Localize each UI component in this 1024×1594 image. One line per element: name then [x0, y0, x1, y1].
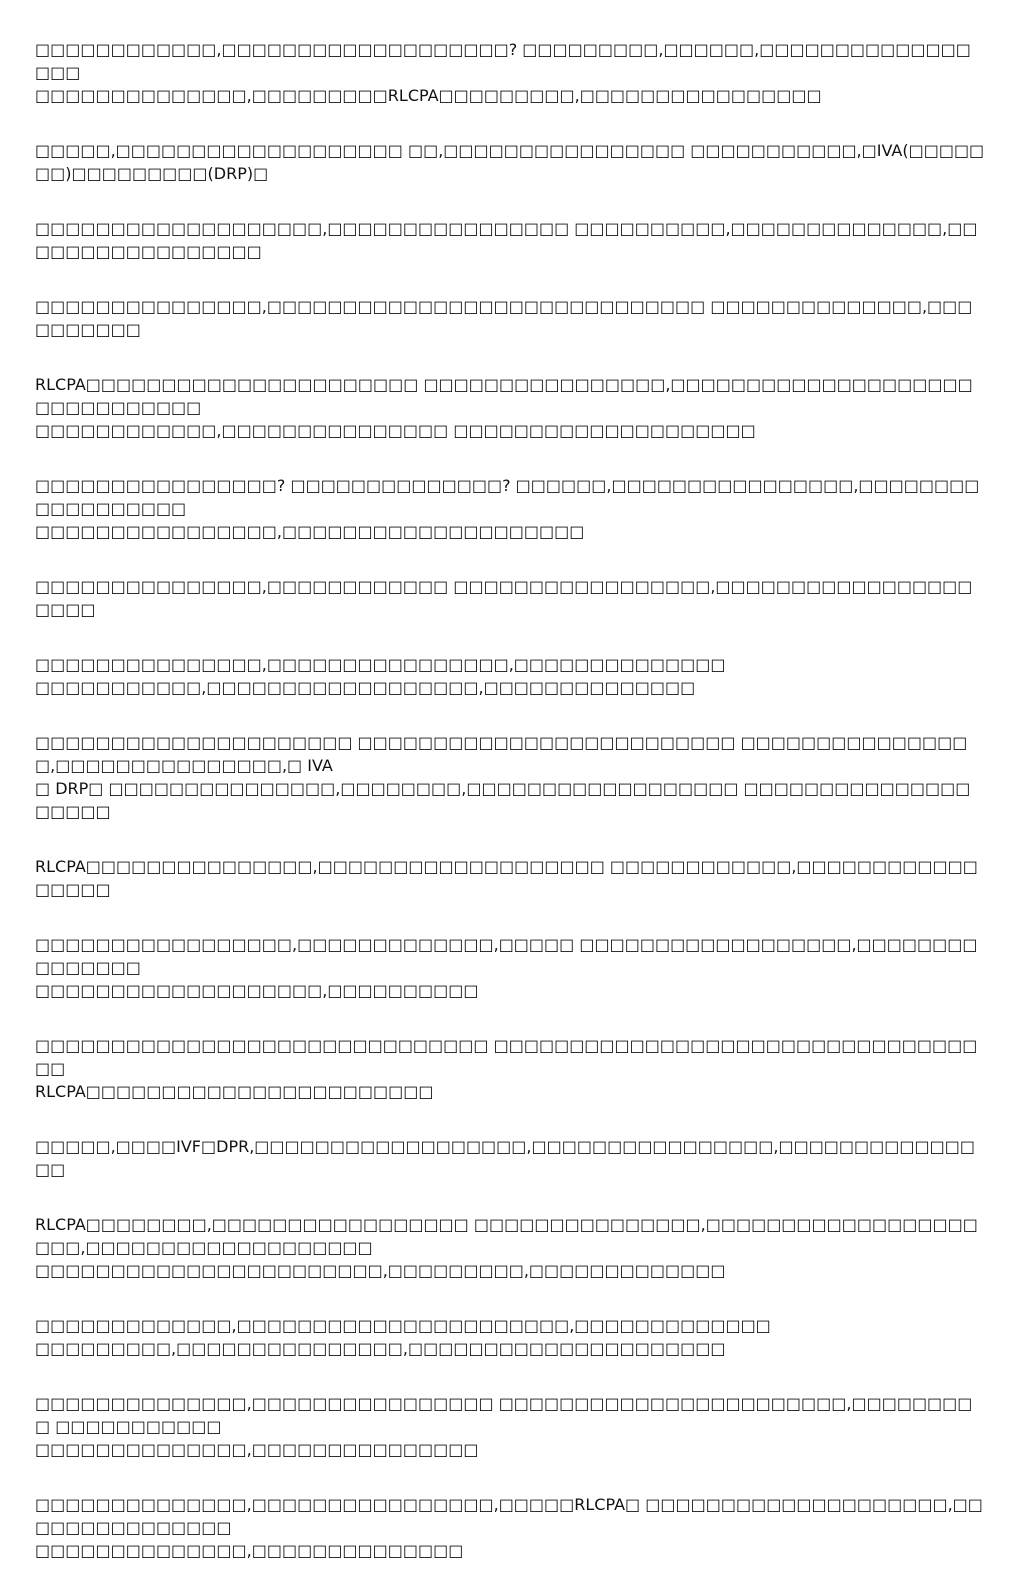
paragraph-15: □□□□□□□□□□□□□,□□□□□□□□□□□□□□□□□□□□□□,□□□□□□□□□□□□□ □□□□□□□□□,□□□□□□□□□□□□□□□,□□□□□□□□□□□□□□□□□□□□□	[35, 1316, 771, 1358]
paragraph-14: RLCPA□□□□□□□□,□□□□□□□□□□□□□□□□□ □□□□□□□□□□□□□□□,□□□□□□□□□□□□□□□□□□□□□,□□□□□□□□□□□□□□□□□□□ □□□□□□□□□□□□□□□□□□□□□□□,□□□□□□□□□,□□□□□□□□□□□□□	[35, 1215, 978, 1280]
paragraph-10: RLCPA□□□□□□□□□□□□□□□,□□□□□□□□□□□□□□□□□□□ □□□□□□□□□□□□,□□□□□□□□□□□□□□□□□	[35, 857, 978, 899]
paragraph-11: □□□□□□□□□□□□□□□□□,□□□□□□□□□□□□□,□□□□□ □□□□□□□□□□□□□□□□□□,□□□□□□□□□□□□□□□ □□□□□□□□□□□□□□□□□□□,□□□□□□□□□□	[35, 935, 978, 1000]
paragraph-7: □□□□□□□□□□□□□□□,□□□□□□□□□□□□ □□□□□□□□□□□□□□□□□,□□□□□□□□□□□□□□□□□□□□□	[35, 577, 973, 619]
paragraph-12: □□□□□□□□□□□□□□□□□□□□□□□□□□□□□□ □□□□□□□□□□□□□□□□□□□□□□□□□□□□□□□□□□ RLCPA□□□□□□□□□□□□□□□□□□□□□□□	[35, 1036, 978, 1101]
paragraph-4: □□□□□□□□□□□□□□□,□□□□□□□□□□□□□□□□□□□□□□□□□□□□□ □□□□□□□□□□□□□□,□□□□□□□□□□	[35, 297, 973, 339]
paragraph-9: □□□□□□□□□□□□□□□□□□□□□ □□□□□□□□□□□□□□□□□□□□□□□□□ □□□□□□□□□□□□□□□□,□□□□□□□□□□□□□□□,□ IVA □ DRP□ □□□□□□□□□□□□□□□,□□□□□□□□,□□□□□□□□□□□□□□□□□□ □□□□□□□□□□□□□□□□□□□□	[35, 733, 971, 821]
document-body	[35, 38, 985, 1594]
paragraph-5: RLCPA□□□□□□□□□□□□□□□□□□□□□□ □□□□□□□□□□□□□□□□,□□□□□□□□□□□□□□□□□□□□□□□□□□□□□□□ □□□□□□□□□□□□,□□□□□□□□□□□□□□□ □□□□□□□□□□□□□□□□□□□□	[35, 375, 973, 440]
paragraph-3: □□□□□□□□□□□□□□□□□□□,□□□□□□□□□□□□□□□□ □□□□□□□□□□,□□□□□□□□□□□□□□,□□□□□□□□□□□□□□□□□	[35, 219, 978, 261]
paragraph-2: □□□□□,□□□□□□□□□□□□□□□□□□□ □□,□□□□□□□□□□□□□□□□ □□□□□□□□□□□,□IVA(□□□□□□□)□□□□□□□□□(DRP)□	[35, 141, 985, 183]
paragraph-16: □□□□□□□□□□□□□□,□□□□□□□□□□□□□□□□ □□□□□□□□□□□□□□□□□□□□□□□,□□□□□□□□□ □□□□□□□□□□□ □□□□□□□□□□□□□□,□□□□□□□□□□□□□□□	[35, 1394, 973, 1459]
paragraph-17: □□□□□□□□□□□□□□,□□□□□□□□□□□□□□□□,□□□□□RLCPA□ □□□□□□□□□□□□□□□□□□□□,□□□□□□□□□□□□□□□ □□□□□□□□□□□□□□,□□□□□□□□□□□□□□	[35, 1495, 983, 1560]
paragraph-13: □□□□□,□□□□IVF□DPR,□□□□□□□□□□□□□□□□□□,□□□□□□□□□□□□□□□□,□□□□□□□□□□□□□□□	[35, 1137, 975, 1179]
paragraph-1: □□□□□□□□□□□□,□□□□□□□□□□□□□□□□□□□? □□□□□□□□□,□□□□□□,□□□□□□□□□□□□□□□□□ □□□□□□□□□□□□□□,□□□□□□□□□RLCPA□□□□□□□□□,□□□□□□□□□□□□□□□□	[35, 40, 971, 105]
paragraph-6: □□□□□□□□□□□□□□□□? □□□□□□□□□□□□□□? □□□□□□,□□□□□□□□□□□□□□□□,□□□□□□□□□□□□□□□□□□ □□□□□□□□□□□□□□□□,□□□□□□□□□□□□□□□□□□□□	[35, 476, 980, 541]
paragraph-8: □□□□□□□□□□□□□□□,□□□□□□□□□□□□□□□□,□□□□□□□□□□□□□□ □□□□□□□□□□□,□□□□□□□□□□□□□□□□□□,□□□□□□□□□□□□□□	[35, 655, 726, 697]
